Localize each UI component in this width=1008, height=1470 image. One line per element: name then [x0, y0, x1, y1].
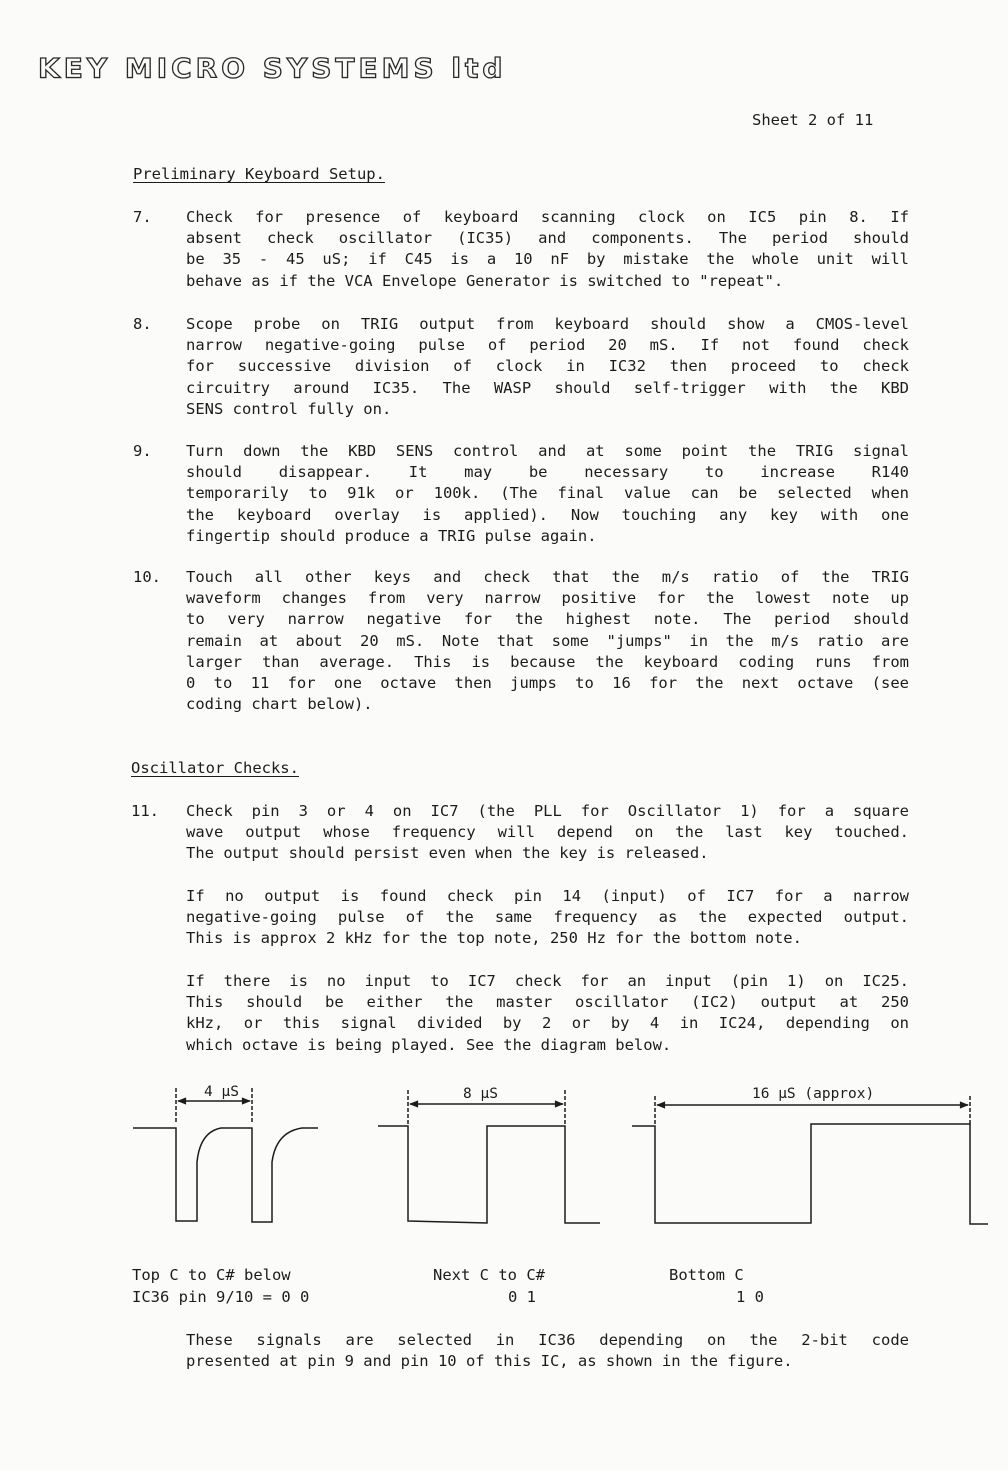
text-line: fingertip should produce a TRIG pulse again.: [186, 526, 597, 545]
text-line: larger than average. This is because the keyboard coding runs from: [186, 652, 909, 671]
text-line: Check for presence of keyboard scanning clock on IC5 pin 8. If: [186, 208, 909, 226]
item-number: 11.: [131, 802, 159, 820]
text-line: which octave is being played. See the diagram below.: [186, 1035, 672, 1054]
text-line: to very narrow negative for the highest note. The period should: [186, 610, 909, 629]
caption-bottom-c: Bottom C: [669, 1266, 744, 1284]
code-value: 1 0: [736, 1288, 764, 1306]
text-line: temporarily to 91k or 100k. (The final value can be selected when: [186, 484, 909, 503]
period-label: 16 µS (approx): [752, 1086, 875, 1102]
item-number: 10.: [133, 568, 161, 586]
company-logo: KEY MICRO SYSTEMS ltd: [38, 52, 507, 85]
period-label: 4 µS: [204, 1084, 239, 1100]
square-trace: [632, 1124, 988, 1224]
text-line: absent check oscillator (IC35) and components. The period should: [186, 229, 909, 248]
item-number: 9.: [133, 442, 152, 460]
text-line: the keyboard overlay is applied). Now touching any key with one: [186, 505, 909, 524]
text-line: coding chart below).: [186, 695, 373, 714]
item-11-para-3: [186, 971, 909, 1056]
code-prefix: IC36 pin 9/10 =: [132, 1288, 282, 1306]
caption-top-c: Top C to C# below: [132, 1266, 291, 1284]
period-label: 8 µS: [463, 1086, 498, 1102]
text-line: If no output is found check pin 14 (input) of IC7 for a narrow: [186, 887, 909, 905]
text-line: narrow negative-going pulse of period 20 mS. If not found check: [186, 336, 909, 355]
item-number: 8.: [133, 315, 152, 333]
text-line: Scope probe on TRIG output from keyboard should show a CMOS-level: [186, 315, 909, 333]
text-line: for successive division of clock in IC32 then proceed to check: [186, 357, 909, 376]
text-line: remain at about 20 mS. Note that some "jumps" in the m/s ratio are: [186, 631, 909, 650]
item-8: [133, 314, 909, 424]
text-line: Check pin 3 or 4 on IC7 (the PLL for Oscillator 1) for a square: [186, 802, 909, 820]
text-line: If there is no input to IC7 check for an input (pin 1) on IC25.: [186, 972, 909, 990]
item-9: [133, 441, 909, 551]
text-line: negative-going pulse of the same frequency as the expected output.: [186, 908, 909, 927]
text-line: circuitry around IC35. The WASP should self-trigger with the KBD: [186, 378, 909, 397]
item-11: [131, 801, 909, 1056]
text-line: These signals are selected in IC36 depending on the 2-bit code: [186, 1331, 909, 1349]
waveform-diagram: [0, 1070, 1008, 1240]
section-heading-oscillator: Oscillator Checks.: [131, 759, 299, 777]
text-line: waveform changes from very narrow positive for the lowest note up: [186, 589, 909, 608]
text-line: be 35 - 45 uS; if C45 is a 10 nF by mistake the whole unit will: [186, 250, 909, 269]
item-11-para-2: [186, 886, 909, 950]
item-number: 7.: [133, 208, 152, 226]
item-10: [133, 567, 909, 717]
square-trace: [378, 1126, 600, 1223]
text-line: Touch all other keys and check that the m/s ratio of the TRIG: [186, 568, 909, 586]
item-11-para-1: [186, 801, 909, 865]
caption-next-c: Next C to C#: [433, 1266, 545, 1284]
code-value: 0 0: [281, 1288, 310, 1306]
text-line: This should be either the master oscillator (IC2) output at 250: [186, 993, 909, 1012]
text-line: SENS control fully on.: [186, 399, 392, 418]
text-line: The output should persist even when the key is released.: [186, 844, 709, 863]
text-line: Turn down the KBD SENS control and at some point the TRIG signal: [186, 442, 909, 460]
section-heading-keyboard: Preliminary Keyboard Setup.: [133, 165, 385, 183]
waveform-16us: [632, 1096, 988, 1224]
code-row-label: [132, 1288, 309, 1306]
waveform-4us: [133, 1088, 318, 1222]
text-line: kHz, or this signal divided by 2 or by 4 in IC24, depending on: [186, 1014, 909, 1033]
sheet-number: Sheet 2 of 11: [752, 111, 874, 129]
item-7: [133, 207, 909, 297]
text-line: This is approx 2 kHz for the top note, 250 Hz for the bottom note.: [186, 929, 802, 948]
text-line: presented at pin 9 and pin 10 of this IC, as shown in the figure.: [186, 1352, 793, 1371]
text-line: should disappear. It may be necessary to increase R140: [186, 463, 909, 482]
text-line: behave as if the VCA Envelope Generator is switched to "repeat".: [186, 271, 784, 290]
text-line: 0 to 11 for one octave then jumps to 16 for the next octave (see: [186, 674, 909, 693]
pulse-trace: [133, 1128, 318, 1222]
text-line: wave output whose frequency will depend on the last key touched.: [186, 823, 909, 842]
code-value: 0 1: [508, 1288, 536, 1306]
waveform-8us: [378, 1090, 600, 1223]
